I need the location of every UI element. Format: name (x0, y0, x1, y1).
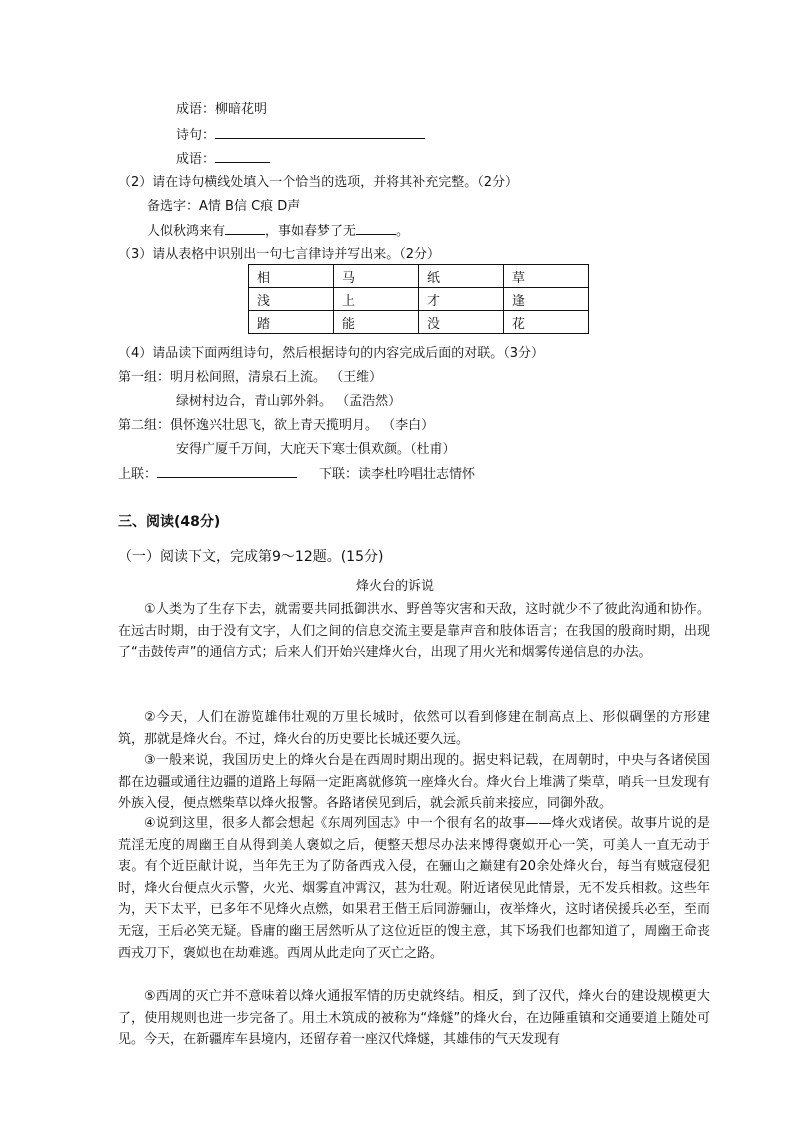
q2-sentence (147, 222, 409, 241)
grid-row (249, 311, 589, 334)
q2-blank-2[interactable] (356, 222, 396, 235)
q2-options: 备选字：A情 B信 C痕 D声 (147, 199, 301, 214)
q2-blank-1[interactable] (225, 222, 265, 235)
grid-cell: 踏 (249, 311, 334, 334)
q4-group2-line2: 安得广厦千万间，大庇天下寒士俱欢颜。（杜甫） (176, 442, 456, 457)
q3-prompt: （3）请从表格中识别出一句七言律诗并写出来。（2分） (118, 247, 441, 262)
poem-label: 诗句： (176, 128, 216, 143)
q4-group1-line1 (118, 369, 382, 387)
character-grid (248, 264, 589, 334)
grid-cell: 逢 (504, 288, 589, 311)
grid-row (249, 265, 589, 288)
idiom-line-1: 成语：柳暗花明 (176, 102, 268, 117)
q4-group2-line1 (118, 417, 434, 435)
grid-cell: 才 (419, 288, 504, 311)
article-title: 烽火台的诉说 (356, 579, 435, 594)
grid-cell: 能 (334, 311, 419, 334)
section3-subtitle: （一）阅读下文，完成第9～12题。(15分) (118, 549, 384, 565)
grid-cell: 花 (504, 311, 589, 334)
poem-blank[interactable] (215, 126, 425, 139)
article-paragraph-5: ⑤西周的灭亡并不意味着以烽火通报军情的历史就终结。相反，到了汉代，烽火台的建设规模更大了，使用规则也进一步完备了。用土木筑成的被称为“烽燧”的烽火台，在边陲重镇和交通要道上随处可见。今天，在新疆库车县境内，还留存着一座汉代烽燧，其雄伟的气天发现有 (118, 989, 710, 1048)
section3-title: 三、阅读(48分) (118, 514, 221, 530)
group1-label: 第一组： (118, 370, 171, 385)
idiom-line-2 (176, 150, 270, 169)
upper-couplet-blank[interactable] (157, 465, 297, 478)
lower-couplet: 下联：读李杜吟唱壮志情怀 (319, 467, 476, 482)
q4-group1-line2: 绿树村边合，青山郭外斜。 （孟浩然） (176, 394, 402, 409)
grid-cell: 相 (249, 265, 334, 288)
grid-cell: 上 (334, 288, 419, 311)
q2-sentence-end: 。 (396, 224, 410, 239)
grid-cell: 没 (419, 311, 504, 334)
q2-sentence-a: 人似秋鸿来有 (147, 224, 226, 239)
q2-prompt: （2）请在诗句横线处填入一个恰当的选项，并将其补充完整。（2分） (118, 175, 519, 190)
grid-cell: 马 (334, 265, 419, 288)
article-paragraph-1: ①人类为了生存下去，就需要共同抵御洪水、野兽等灾害和天敌，这时就少不了彼此沟通和协作。在远古时期，由于没有文字，人们之间的信息交流主要是靠声音和肢体语言；在我国的殷商时期，出现了“击鼓传声”的通信方式；后来人们开始兴建烽火台，出现了用火光和烟雾传递信息的办法。 (118, 602, 710, 661)
grid-cell: 草 (504, 265, 589, 288)
article-paragraph-3: ③一般来说，我国历史上的烽火台是在西周时期出现的。据史料记载，在周朝时，中央与各诸侯国都在边疆或通往边疆的道路上每隔一定距离就修筑一座烽火台。烽火台上堆满了柴草，哨兵一旦发现有外族入侵，便点燃柴草以烽火报警。各路诸侯见到后，就会派兵前来接应，同御外敌。 (118, 753, 710, 812)
group2-label: 第二组： (118, 418, 171, 433)
grid-cell: 浅 (249, 288, 334, 311)
couplet-line (118, 465, 475, 484)
group1-verse1: 明月松间照，清泉石上流。 （王维） (170, 370, 383, 385)
article-paragraph-2: ②今天，人们在游览雄伟壮观的万里长城时，依然可以看到修建在制高点上、形似碉堡的方形建筑，那就是烽火台。不过，烽火台的历史要比长城还要久远。 (118, 710, 710, 747)
article-paragraph-4: ④说到这里，很多人都会想起《东周列国志》中一个很有名的故事——烽火戏诸侯。故事片说的是荒淫无度的周幽王自从得到美人褒姒之后，便整天想尽办法来博得褒姒开心一笑，可美人一直无动于衷。有个近臣献计说，当年先王为了防备西戎入侵，在骊山之巅建有20余处烽火台，每当有贼寇侵犯时，烽火台便点火示警，火光、烟雾直冲霄汉，甚为壮观。附近诸侯见此情景，无不发兵相救。这些年为，天下太平，已多年不见烽火点燃，如果君王偕王后同游骊山，夜举烽火，这时诸侯援兵必至，至而无寇，王后必笑无疑。昏庸的幽王居然听从了这位近臣的馊主意，其下场我们也都知道了，周幽王命丧西戎刀下，褒姒也在劫难逃。西周从此走向了灭亡之路。 (118, 816, 710, 961)
q4-prompt: （4）请品读下面两组诗句，然后根据诗句的内容完成后面的对联。（3分） (118, 346, 545, 361)
group2-verse1: 俱怀逸兴壮思飞，欲上青天揽明月。 （李白） (170, 418, 435, 433)
idiom2-label: 成语： (176, 152, 216, 167)
grid-cell: 纸 (419, 265, 504, 288)
grid-row (249, 288, 589, 311)
poem-line (176, 126, 425, 145)
upper-label: 上联： (118, 467, 158, 482)
idiom2-blank[interactable] (215, 150, 270, 163)
q2-sentence-b: ，事如春梦了无 (265, 224, 357, 239)
